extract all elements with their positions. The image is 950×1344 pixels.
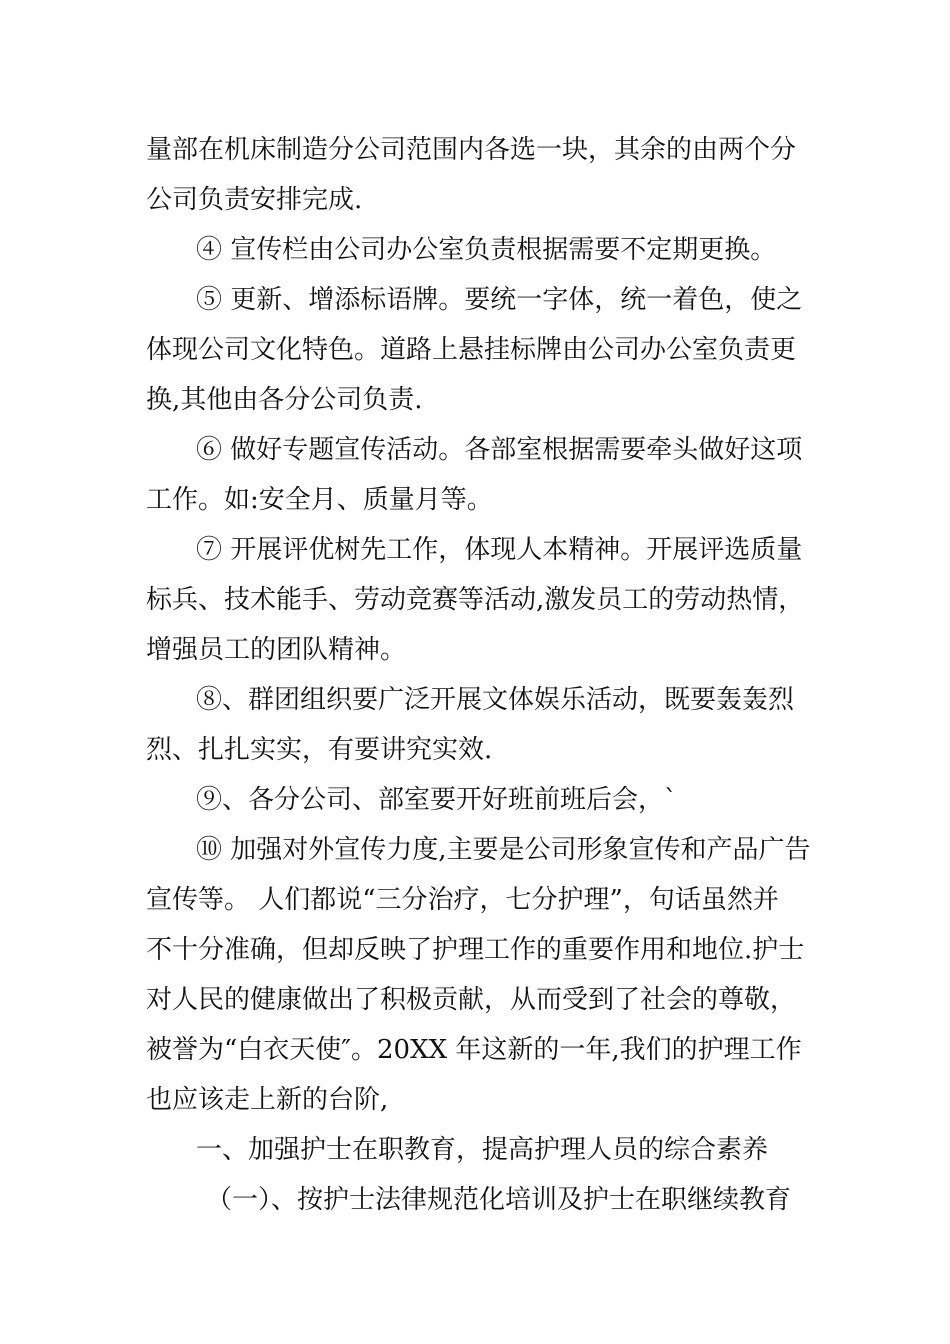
text-line: 对人民的健康做出了积极贡献，从而受到了社会的尊敬，: [146, 985, 797, 1015]
subsection-heading: （一）、按护士法律规范化培训及护士在职继续教育: [206, 1185, 792, 1215]
text-line: 标兵、技术能手、劳动竞赛等活动,激发员工的劳动热情，: [146, 585, 805, 615]
text-line: ⑨、各分公司、部室要开好班前班后会，`: [196, 785, 678, 815]
text-line: ⑦ 开展评优树先工作，体现人本精神。开展评选质量: [196, 535, 803, 565]
text-line: 不十分准确，但却反映了护理工作的重要作用和地位.护士: [146, 935, 805, 965]
text-line: 量部在机床制造分公司范围内各选一块，其余的由两个分: [146, 135, 797, 165]
text-line: 也应该走上新的台阶,: [146, 1085, 389, 1115]
text-line: 烈、扎扎实实，有要讲究实效.: [146, 735, 493, 765]
text-line: ⑩ 加强对外宣传力度,主要是公司形象宣传和产品广告: [196, 835, 811, 865]
text-line: 体现公司文化特色。道路上悬挂标牌由公司办公室负责更: [146, 335, 797, 365]
text-line: ⑧、群团组织要广泛开展文体娱乐活动，既要轰轰烈: [196, 685, 795, 715]
section-heading: 一、加强护士在职教育，提高护理人员的综合素养: [196, 1135, 769, 1165]
text-line: 宣传等。 人们都说“三分治疗，七分护理”，句话虽然并: [146, 885, 779, 915]
text-line: 工作。如:安全月、质量月等。: [146, 485, 493, 515]
text-line: 增强员工的团队精神。: [146, 635, 407, 665]
text-line: ⑤ 更新、增添标语牌。要统一字体，统一着色，使之: [196, 285, 803, 315]
text-line: ④ 宣传栏由公司办公室负责根据需要不定期更换。: [196, 235, 777, 265]
text-line: 换,其他由各分公司负责.: [146, 385, 423, 415]
text-line: ⑥ 做好专题宣传活动。各部室根据需要牵头做好这项: [196, 435, 803, 465]
text-line: 公司负责安排完成.: [146, 185, 363, 215]
text-line: 被誉为“白衣天使″。20XX 年这新的一年,我们的护理工作: [146, 1035, 802, 1065]
